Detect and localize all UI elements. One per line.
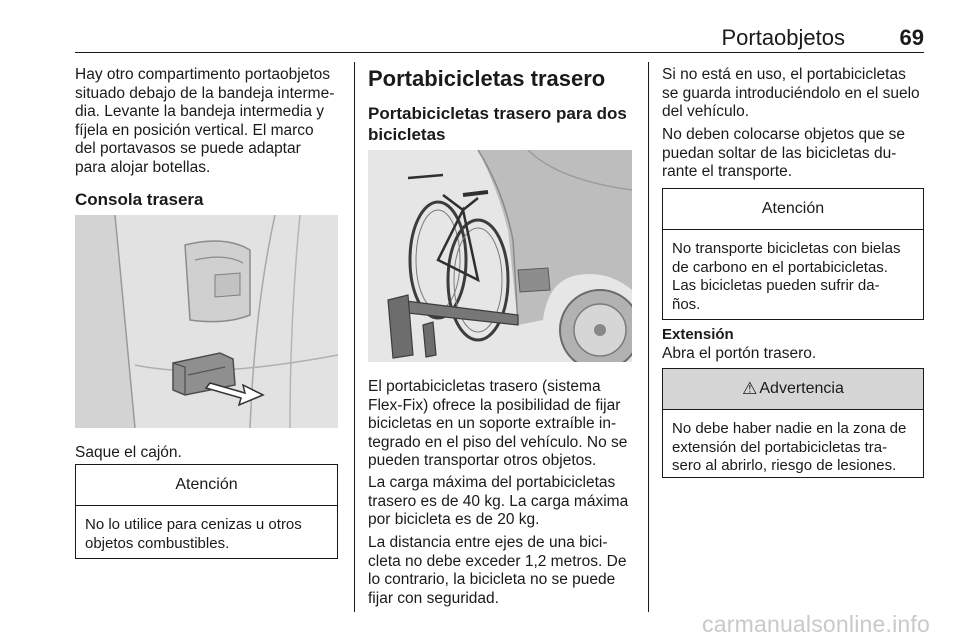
intro-paragraph [75, 66, 343, 177]
text-line: del vehículo. [662, 103, 750, 120]
text-line: del portavasos se puede adaptar [75, 140, 301, 157]
text-line: rante el transporte. [662, 163, 793, 180]
notice-body [76, 506, 337, 553]
text-line: cleta no debe exceder 1,2 metros. De [368, 552, 627, 570]
text-line: trasero es de 40 kg. La carga máxima [368, 492, 629, 510]
text-abra-porton: Abra el portón trasero. [662, 345, 817, 362]
notice-title: Atención [663, 189, 923, 230]
text-line: objetos combustibles. [85, 534, 230, 552]
warning-body [663, 410, 923, 476]
notice-box [75, 464, 338, 559]
text-line: Las bicicletas pueden sufrir da‑ [672, 277, 880, 294]
text-line: Hay otro compartimento portaobjetos [75, 66, 331, 83]
console-illustration [75, 215, 338, 428]
text-line: No deben colocarse objetos que se [662, 126, 905, 143]
paragraph-sistema-flexfix [368, 378, 627, 471]
text-line: de carbono en el portabicicletas. [672, 258, 888, 276]
subheading [368, 103, 627, 145]
text-line: tegrado en el piso del vehículo. No se [368, 433, 628, 451]
text-line: La distancia entre ejes de una bici‑ [368, 534, 608, 551]
warning-title: Advertencia [759, 380, 844, 397]
paragraph-objetos-sueltos [662, 126, 905, 182]
text-line: No debe haber nadie en la zona de [672, 420, 907, 437]
subheading-line: bicicletas [368, 125, 446, 144]
text-line: dia. Levante la bandeja intermedia y [75, 103, 325, 120]
warning-triangle-icon: ⚠ [742, 379, 758, 398]
paragraph-carga-maxima [368, 474, 628, 530]
text-line: fijar con seguridad. [368, 589, 499, 607]
drawer-pull-arrow-illustration [75, 215, 338, 428]
notice-box-carbon [662, 188, 924, 320]
bicycle-on-rear-carrier-illustration [368, 150, 632, 362]
text-line: se guarda introduciéndolo en el suelo [662, 84, 920, 102]
text-line: sero al abrirlo, riesgo de lesiones. [672, 457, 897, 474]
text-line: puedan soltar de las bicicletas du‑ [662, 144, 897, 162]
notice-title: Atención [76, 465, 337, 506]
paragraph-distancia-ejes [368, 534, 626, 608]
heading-consola-trasera: Consola trasera [75, 190, 204, 209]
warning-box [662, 368, 924, 478]
text-line: No lo utilice para cenizas u otros [85, 516, 302, 533]
caption-saque-el-cajon: Saque el cajón. [75, 444, 182, 461]
text-line: extensión del portabicicletas tra‑ [672, 438, 888, 456]
text-line: por bicicleta es de 20 kg. [368, 511, 540, 528]
text-line: Flex-Fix) ofrece la posibilidad de fijar [368, 396, 621, 414]
text-line: pueden transportar otros objetos. [368, 452, 597, 469]
paragraph-guardado [662, 66, 920, 122]
running-title: Portaobjetos [721, 25, 845, 50]
heading-portabicicletas: Portabicicletas trasero [368, 66, 606, 91]
text-line: La carga máxima del portabicicletas [368, 474, 616, 491]
heading-extension: Extensión [662, 326, 734, 343]
subheading-line: Portabicicletas trasero para dos [368, 104, 627, 123]
text-line: para alojar botellas. [75, 158, 211, 176]
text-line: situado debajo de la bandeja interme‑ [75, 84, 335, 102]
watermark: carmanualsonline.info [702, 611, 930, 637]
notice-body [663, 230, 923, 314]
text-line: Si no está en uso, el portabicicletas [662, 66, 906, 83]
text-line: El portabicicletas trasero (sistema [368, 378, 601, 395]
column-divider-1 [354, 62, 355, 612]
text-line: lo contrario, la bicicleta no se puede [368, 571, 616, 588]
text-line: ños. [672, 295, 701, 313]
text-line: No transporte bicicletas con bielas [672, 240, 901, 257]
bike-illustration [368, 150, 632, 362]
header-rule [75, 52, 924, 53]
column-1 [75, 66, 343, 177]
column-divider-2 [648, 62, 649, 612]
page-number: 69 [899, 25, 924, 50]
text-line: fíjela en posición vertical. El marco [75, 121, 314, 139]
text-line: bicicletas en un soporte extraíble in‑ [368, 415, 617, 432]
warning-header [663, 369, 923, 410]
